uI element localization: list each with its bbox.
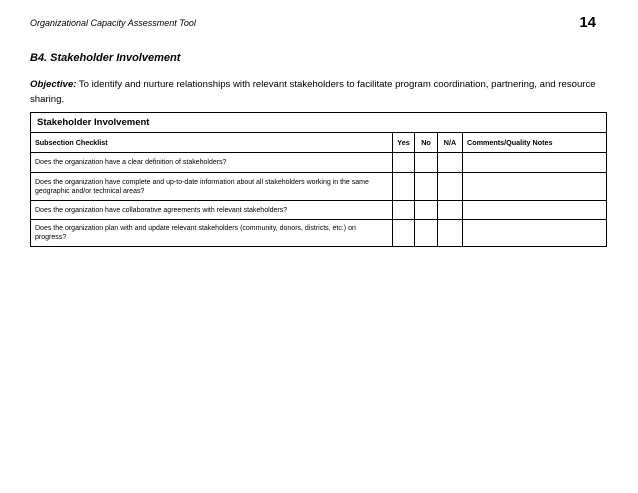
yes-cell[interactable]	[393, 153, 415, 173]
column-header-notes: Comments/Quality Notes	[463, 133, 607, 153]
column-header-yes: Yes	[393, 133, 415, 153]
objective-paragraph	[30, 77, 610, 107]
na-cell[interactable]	[438, 201, 463, 220]
yes-cell[interactable]	[393, 201, 415, 220]
no-cell[interactable]	[415, 153, 438, 173]
na-cell[interactable]	[438, 173, 463, 201]
notes-cell[interactable]	[463, 153, 607, 173]
checklist-question: Does the organization have complete and up-to-date information about all stakeholders working in the same geographic and/or technical areas?	[31, 173, 393, 201]
table-header-row	[31, 133, 607, 153]
section-heading: B4. Stakeholder Involvement	[30, 52, 181, 64]
table-title: Stakeholder Involvement	[31, 113, 607, 133]
notes-cell[interactable]	[463, 220, 607, 247]
na-cell[interactable]	[438, 153, 463, 173]
table-row	[31, 201, 607, 220]
yes-cell[interactable]	[393, 173, 415, 201]
page-number: 14	[579, 14, 596, 31]
document-title: Organizational Capacity Assessment Tool	[30, 18, 196, 28]
table-title-row	[31, 113, 607, 133]
na-cell[interactable]	[438, 220, 463, 247]
no-cell[interactable]	[415, 173, 438, 201]
objective-text: To identify and nurture relationships with relevant stakeholders to facilitate program coordination, partnering, and resource sharing.	[30, 79, 596, 105]
checklist-question: Does the organization have a clear definition of stakeholders?	[31, 153, 393, 173]
table-row	[31, 153, 607, 173]
table-row	[31, 173, 607, 201]
column-header-na: N/A	[438, 133, 463, 153]
stakeholder-checklist-table	[30, 112, 607, 247]
no-cell[interactable]	[415, 201, 438, 220]
column-header-checklist: Subsection Checklist	[31, 133, 393, 153]
no-cell[interactable]	[415, 220, 438, 247]
checklist-question: Does the organization have collaborative agreements with relevant stakeholders?	[31, 201, 393, 220]
table-row	[31, 220, 607, 247]
column-header-no: No	[415, 133, 438, 153]
objective-label: Objective:	[30, 79, 77, 90]
notes-cell[interactable]	[463, 201, 607, 220]
page-header	[30, 14, 606, 34]
checklist-question: Does the organization plan with and update relevant stakeholders (community, donors, districts, etc.) on progress?	[31, 220, 393, 247]
yes-cell[interactable]	[393, 220, 415, 247]
notes-cell[interactable]	[463, 173, 607, 201]
